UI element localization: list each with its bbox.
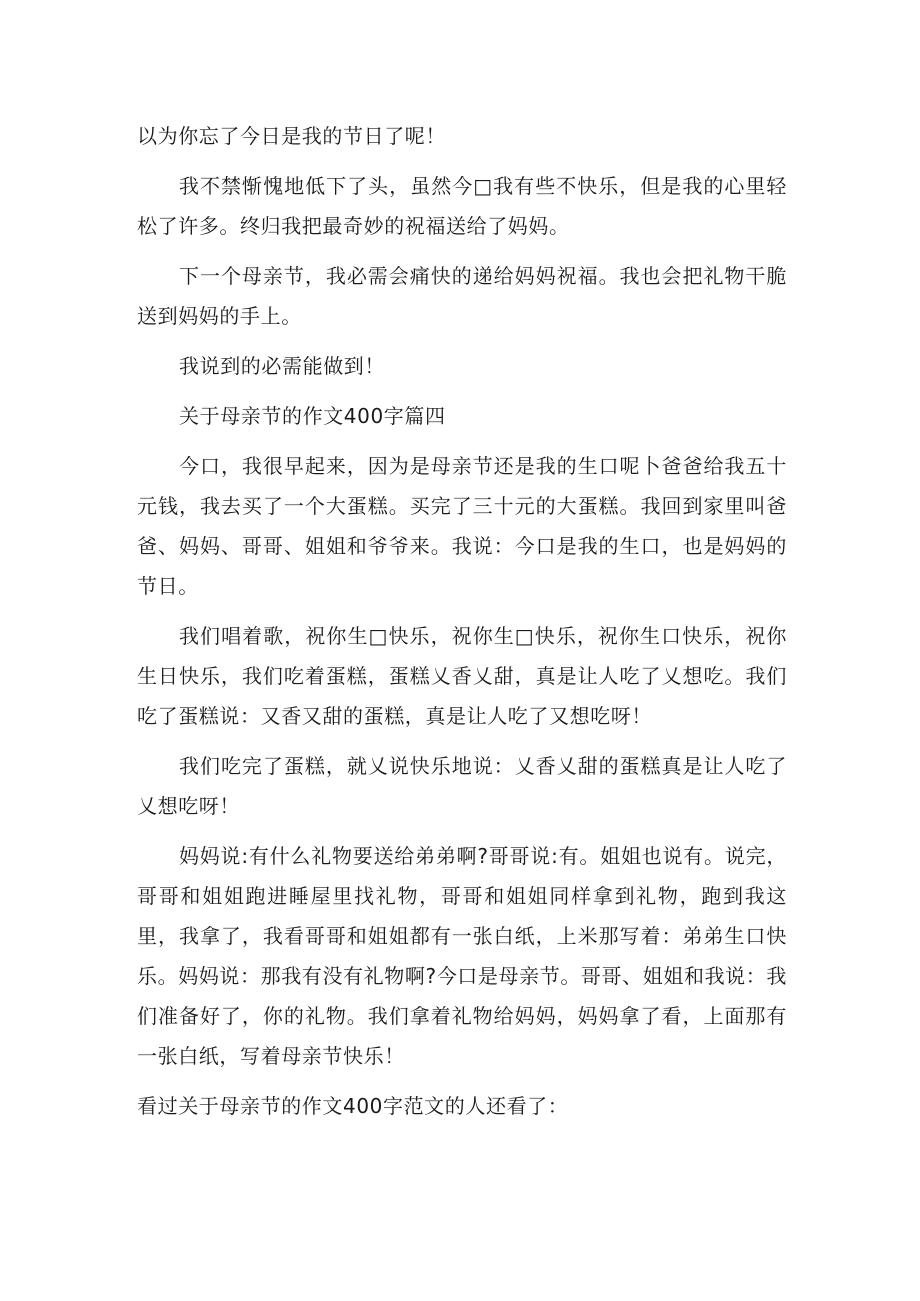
related-articles-heading: 看过关于母亲节的作文400字范文的人还看了： bbox=[137, 1094, 569, 1118]
paragraph: 今口，我很早起来，因为是母亲节还是我的生口呢卜爸爸给我五十元钱，我去买了一个大蛋糕。买完了三十元的大蛋糕。我回到家里叫爸爸、妈妈、哥哥、姐姐和爷爷来。我说：今口是我的生口，也是妈妈的节日。 bbox=[137, 454, 787, 598]
paragraph: 我们吃完了蛋糕，就乂说快乐地说：乂香乂甜的蛋糕真是让人吃了乂想吃呀！ bbox=[137, 754, 787, 818]
paragraph: 我说到的必需能做到！ bbox=[179, 354, 385, 378]
paragraph: 下一个母亲节，我必需会痛快的递给妈妈祝福。我也会把礼物干脆送到妈妈的手上。 bbox=[137, 264, 787, 328]
section-heading: 关于母亲节的作文400字篇四 bbox=[179, 404, 446, 428]
paragraph: 妈妈说:有什么礼物要送给弟弟啊?哥哥说:有。姐姐也说有。说完，哥哥和姐姐跑进睡屋里找礼物，哥哥和姐姐同样拿到礼物，跑到我这里，我拿了，我看哥哥和姐姐都有一张白纸，上米那写着：弟弟生口快乐。妈妈说：那我有没有礼物啊?今口是母亲节。哥哥、姐姐和我说：我们准备好了，你的礼物。我们拿着礼物给妈妈，妈妈拿了看，上面那有一张白纸，写着母亲节快乐！ bbox=[137, 844, 787, 1068]
paragraph: 我们唱着歌，祝你生□快乐，祝你生□快乐，祝你生口快乐，祝你生日快乐，我们吃着蛋糕，蛋糕乂香乂甜，真是让人吃了乂想吃。我们吃了蛋糕说：又香又甜的蛋糕，真是让人吃了又想吃呀！ bbox=[137, 624, 787, 728]
paragraph: 我不禁惭愧地低下了头，虽然今□我有些不快乐，但是我的心里轻松了许多。终归我把最奇妙的祝福送给了妈妈。 bbox=[137, 174, 787, 238]
document-body bbox=[137, 116, 787, 1136]
paragraph-continuation: 以为你忘了今日是我的节日了呢！ bbox=[137, 124, 446, 148]
